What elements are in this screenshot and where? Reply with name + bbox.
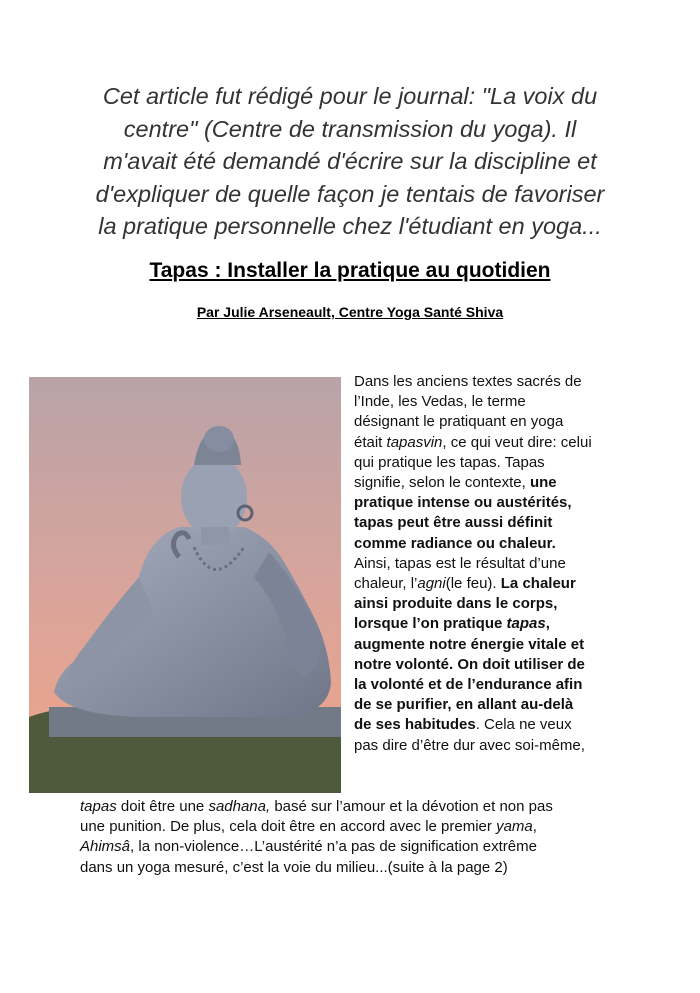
shiva-statue-illustration: [29, 377, 341, 793]
article-body-full-width: [80, 797, 640, 878]
body-line: augmente notre énergie vitale et: [354, 635, 585, 653]
body-line: de se purifier, en allant au-delà: [354, 696, 574, 714]
body-line: qui pratique les tapas. Tapas: [354, 453, 545, 471]
body-line: signifie, selon le contexte, une: [354, 474, 557, 492]
body-line: Dans les anciens textes sacrés de: [354, 373, 582, 390]
body-line: chaleur, l’agni(le feu). La chaleur: [354, 575, 576, 593]
body-line: désignant le pratiquant en yoga: [354, 413, 564, 431]
body-line: ainsi produite dans le corps,: [354, 595, 558, 613]
body-line: une punition. De plus, cela doit être en accord avec le premier yama,: [80, 818, 537, 836]
body-line: la volonté et de l’endurance afin: [354, 676, 583, 694]
body-line: Ahimsâ, la non-violence…L’austérité n’a pas de signification extrême: [80, 838, 537, 856]
intro-line: d'expliquer de quelle façon je tentais de favoriser: [95, 180, 605, 207]
intro-line: la pratique personnelle chez l'étudiant en yoga...: [98, 213, 602, 239]
article-byline: Par Julie Arseneault, Centre Yoga Santé Shiva: [196, 304, 504, 320]
intro-line: Cet article fut rédigé pour le journal: "La voix du: [102, 83, 598, 109]
body-line: notre volonté. On doit utiliser de: [354, 655, 585, 673]
shiva-statue-photo: [29, 377, 341, 793]
body-line: lorsque l’on pratique tapas,: [354, 615, 550, 633]
intro-paragraph: [70, 80, 630, 243]
body-line: l’Inde, les Vedas, le terme: [354, 393, 526, 411]
body-line: était tapasvin, ce qui veut dire: celui: [354, 433, 592, 451]
intro-line: m'avait été demandé d'écrire sur la discipline et: [103, 148, 597, 174]
body-line: de ses habitudes. Cela ne veux: [354, 716, 572, 734]
body-line: tapas peut être aussi définit: [354, 514, 553, 532]
intro-line: centre" (Centre de transmission du yoga). Il: [123, 115, 577, 142]
body-line: comme radiance ou chaleur.: [354, 534, 556, 552]
body-line: tapas doit être une sadhana, basé sur l’amour et la dévotion et non pas: [80, 798, 553, 815]
body-line: dans un yoga mesuré, c’est la voie du milieu...(suite à la page 2): [80, 858, 508, 876]
body-line: pratique intense ou austérités,: [354, 494, 572, 512]
article-title: Tapas : Installer la pratique au quotidien: [149, 259, 551, 282]
article-body-column: [354, 372, 624, 756]
body-line: Ainsi, tapas est le résultat d’une: [354, 554, 566, 572]
body-line: pas dire d’être dur avec soi-même,: [354, 736, 585, 754]
